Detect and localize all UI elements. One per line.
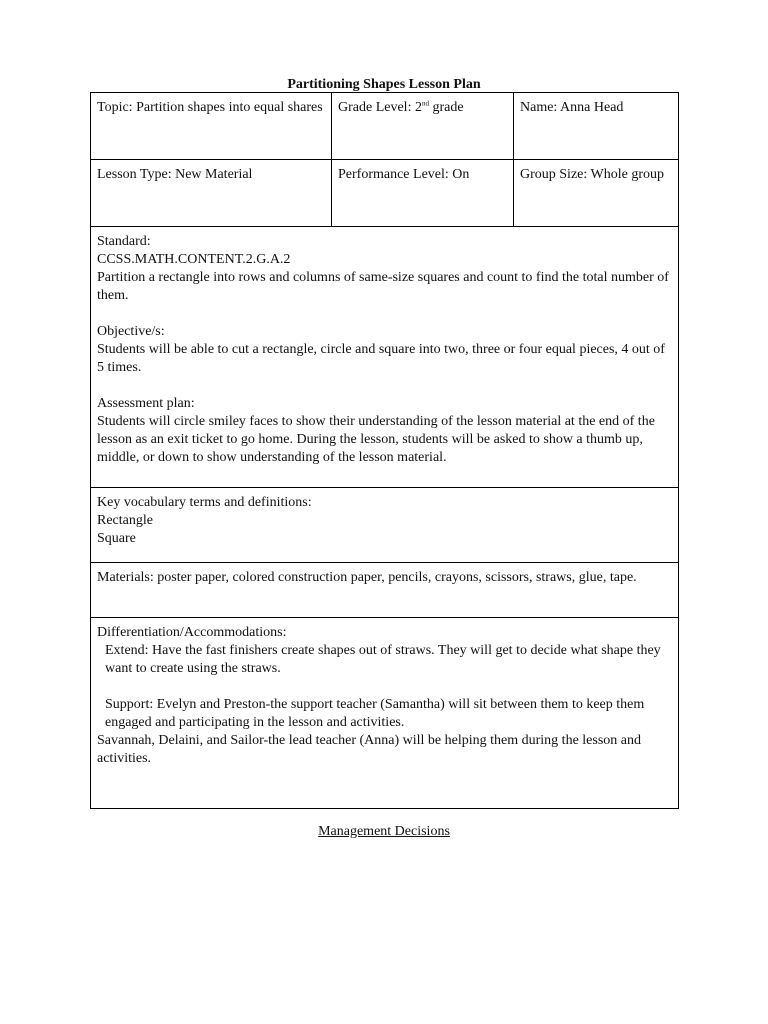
name-cell xyxy=(514,93,679,160)
table-row xyxy=(91,227,679,488)
topic-text: Topic: Partition shapes into equal shares xyxy=(97,100,323,115)
materials-text: Materials: poster paper, colored construction paper, pencils, crayons, scissors, straws, glue, tape. xyxy=(97,570,637,585)
group-size-text: Group Size: Whole group xyxy=(520,167,664,182)
standard-text: Partition a rectangle into rows and columns of same-size squares and count to find the total number of them. xyxy=(97,270,669,303)
grade-level-suffix: grade xyxy=(428,100,464,115)
materials-cell xyxy=(91,563,679,618)
grade-level-ordinal: nd xyxy=(421,99,429,108)
differentiation-cell xyxy=(91,618,679,809)
management-decisions-heading: Management Decisions xyxy=(318,824,450,839)
support-text-2: Savannah, Delaini, and Sailor-the lead teacher (Anna) will be helping them during the lesson and activities. xyxy=(97,733,641,766)
topic-cell xyxy=(91,93,332,160)
standard-label: Standard: xyxy=(97,234,151,249)
performance-level-cell xyxy=(332,160,514,227)
lesson-type-cell xyxy=(91,160,332,227)
page-title: Partitioning Shapes Lesson Plan xyxy=(287,77,481,92)
vocabulary-label: Key vocabulary terms and definitions: xyxy=(97,495,312,510)
differentiation-label: Differentiation/Accommodations: xyxy=(97,625,287,640)
table-row xyxy=(91,488,679,563)
objective-text: Students will be able to cut a rectangle, circle and square into two, three or four equal pieces, 4 out of 5 times. xyxy=(97,342,665,375)
name-text: Name: Anna Head xyxy=(520,100,624,115)
table-row xyxy=(91,160,679,227)
vocabulary-item: Square xyxy=(97,531,136,546)
table-row xyxy=(91,93,679,160)
assessment-text: Students will circle smiley faces to show their understanding of the lesson material at the end of the lesson as an exit ticket to go home. During the lesson, students will be asked to show a thumb up, middle, or down to show understanding of the lesson material. xyxy=(97,414,655,465)
assessment-label: Assessment plan: xyxy=(97,396,195,411)
table-row xyxy=(91,563,679,618)
support-text: Support: Evelyn and Preston-the support teacher (Samantha) will sit between them to keep them engaged and participating in the lesson and activities. xyxy=(105,697,645,730)
vocabulary-item: Rectangle xyxy=(97,513,153,528)
grade-level-prefix: Grade Level: 2 xyxy=(338,100,422,115)
standard-code: CCSS.MATH.CONTENT.2.G.A.2 xyxy=(97,252,291,267)
objective-label: Objective/s: xyxy=(97,324,165,339)
group-size-cell xyxy=(514,160,679,227)
table-row xyxy=(91,618,679,809)
vocabulary-cell xyxy=(91,488,679,563)
grade-level-cell xyxy=(332,93,514,160)
standards-cell xyxy=(91,227,679,488)
lesson-plan-table xyxy=(90,92,679,809)
performance-level-text: Performance Level: On xyxy=(338,167,470,182)
lesson-type-text: Lesson Type: New Material xyxy=(97,167,253,182)
extend-text: Extend: Have the fast finishers create shapes out of straws. They will get to decide what shape they want to create using the straws. xyxy=(105,643,661,676)
